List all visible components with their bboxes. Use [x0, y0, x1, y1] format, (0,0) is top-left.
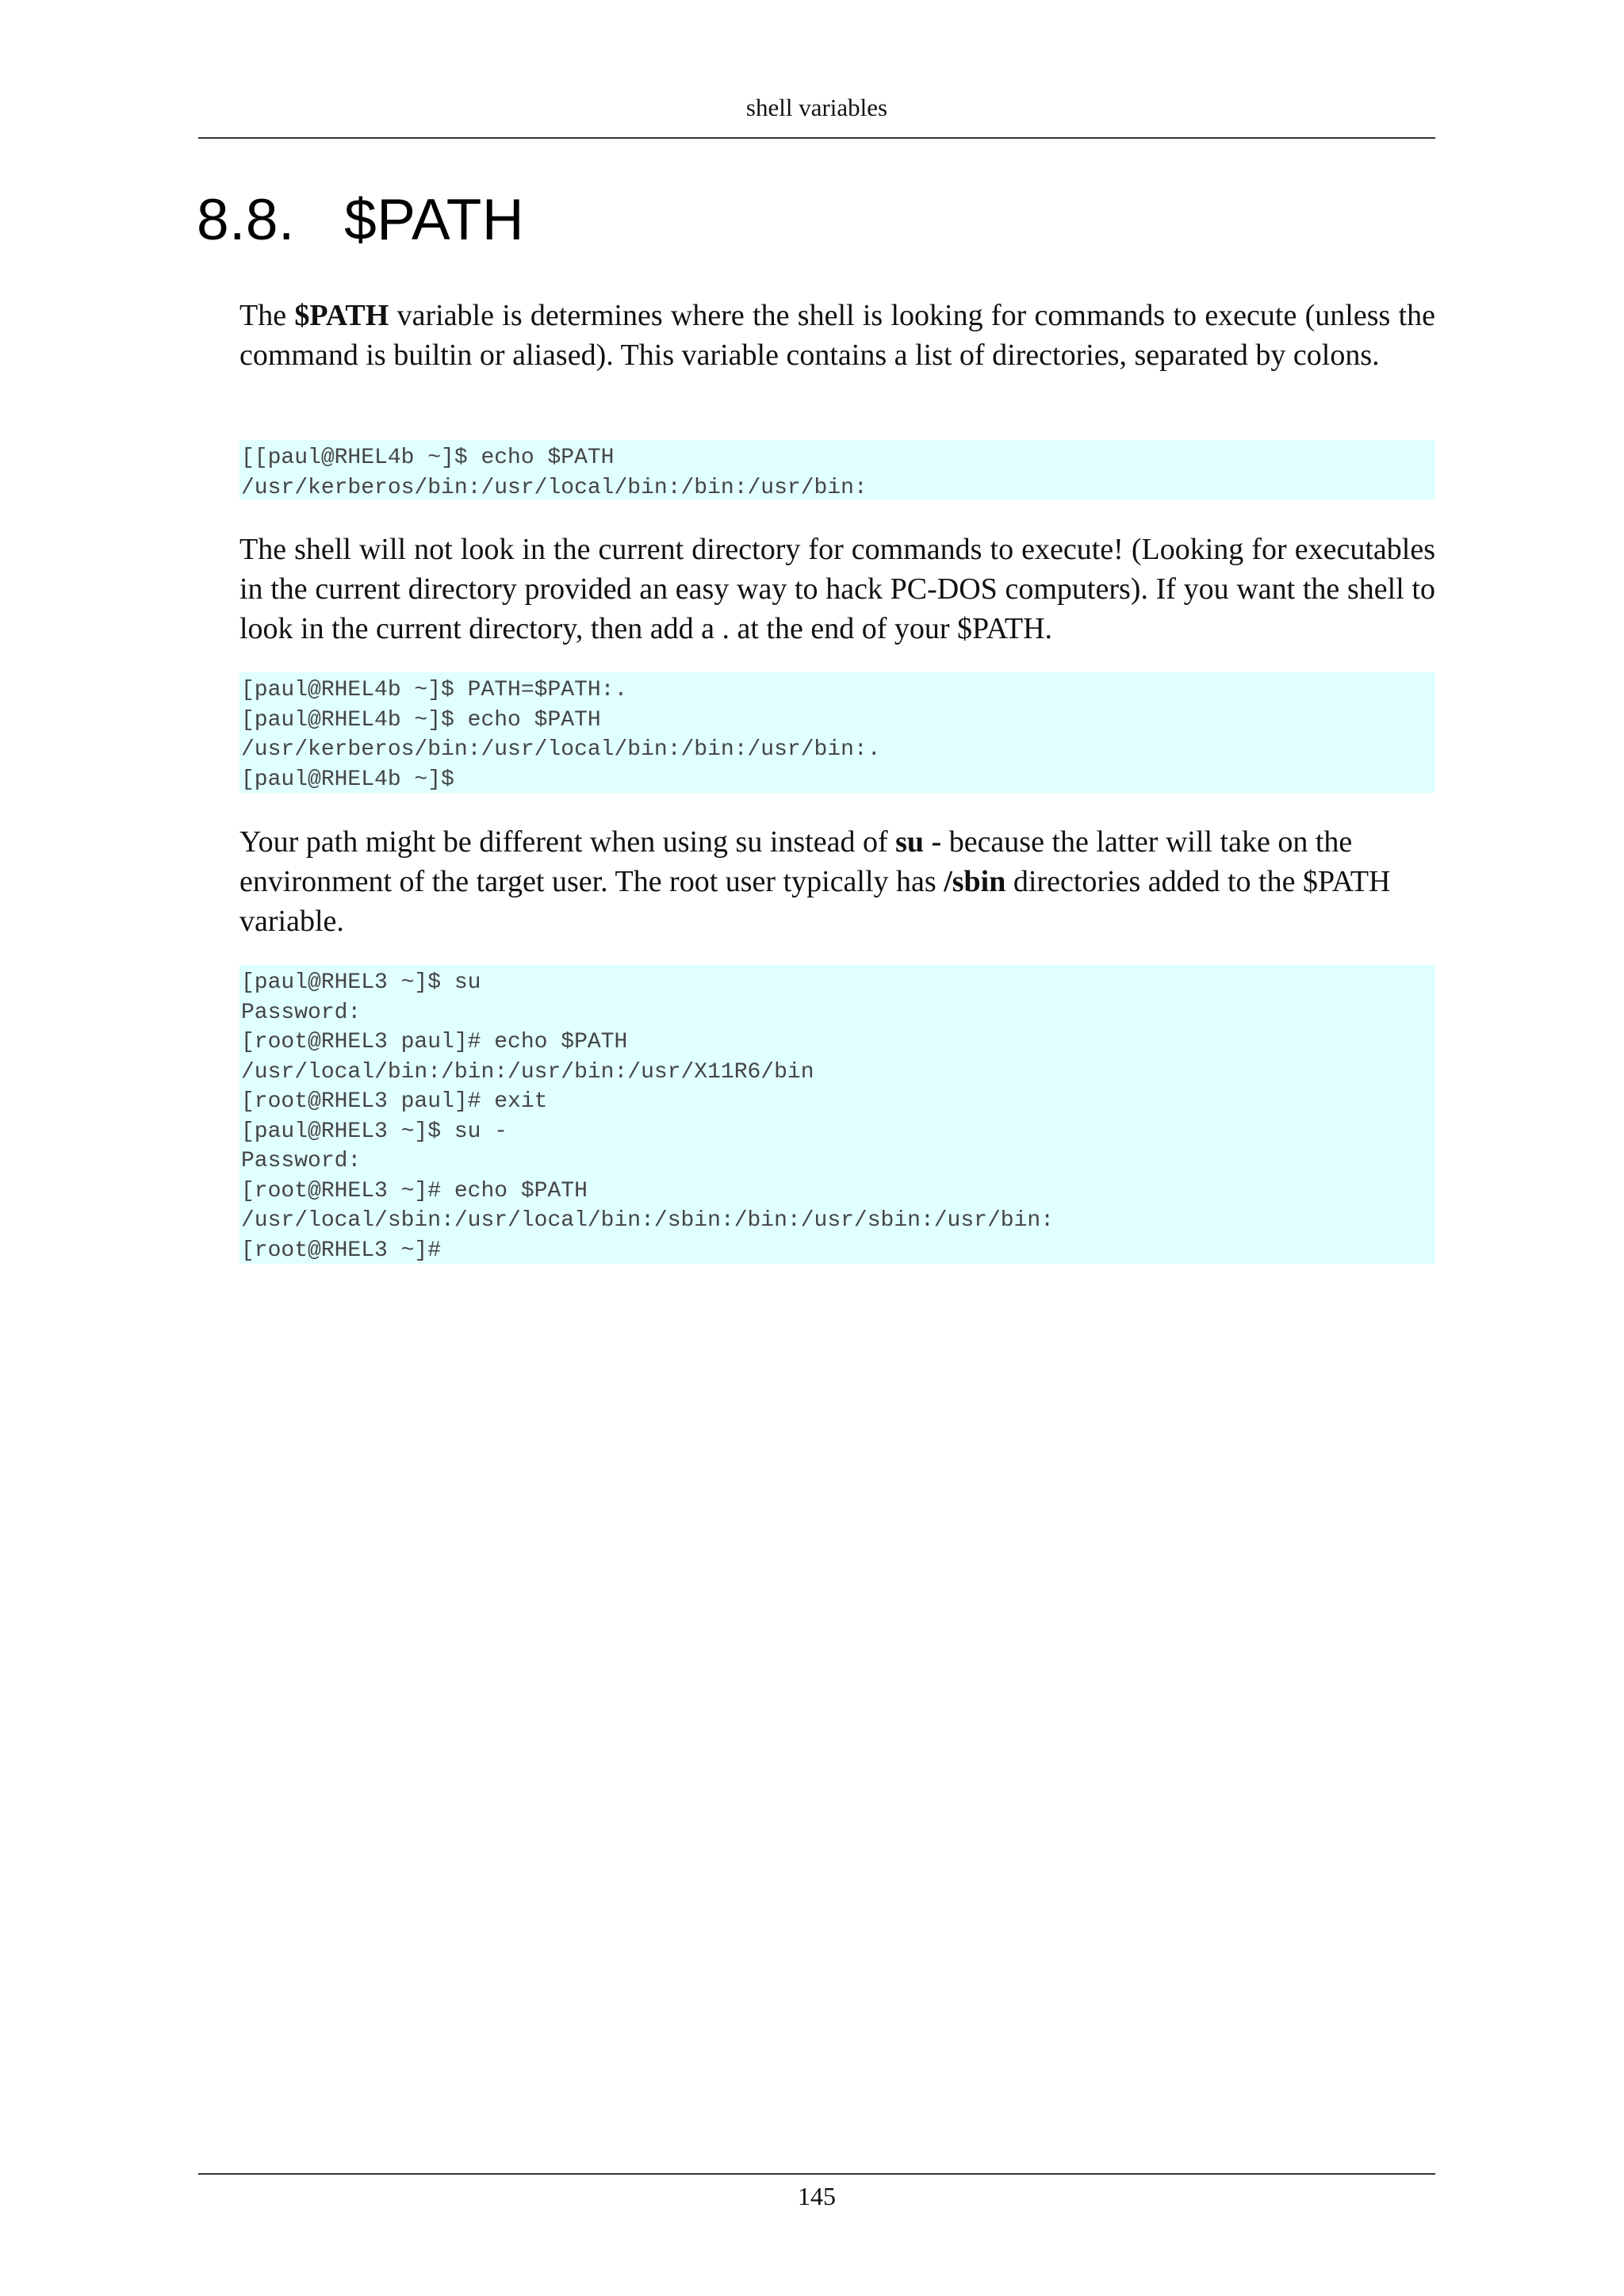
code-block-add-dot [239, 672, 1435, 793]
code-line: [root@RHEL3 ~]# [241, 1238, 442, 1263]
bold-term-path: $PATH [294, 299, 389, 332]
code-line: /usr/local/sbin:/usr/local/bin:/sbin:/bin:/usr/sbin:/usr/bin: [241, 1208, 1054, 1233]
code-line: [root@RHEL3 ~]# echo $PATH [241, 1178, 588, 1203]
paragraph-current-directory [239, 530, 1435, 649]
paragraph-su-environment [239, 822, 1435, 941]
code-line: [root@RHEL3 paul]# exit [241, 1089, 548, 1114]
code-line: Password: [241, 1149, 362, 1173]
paragraph-text: The shell will not look in the current directory for commands to execute! (Looking for executables in the current directory provided an easy way to hack PC-DOS computers). If you want the shell to look in the current directory, then add a . at the end of your $PATH. [239, 533, 1435, 645]
code-line: /usr/kerberos/bin:/usr/local/bin:/bin:/usr/bin:. [241, 737, 881, 762]
code-line: [paul@RHEL4b ~]$ PATH=$PATH:. [241, 678, 628, 702]
code-block-echo-path [239, 440, 1435, 500]
section-number: 8.8. [197, 188, 295, 252]
code-block-su-comparison [239, 965, 1435, 1264]
paragraph-text: The [239, 299, 295, 332]
footer-rule [198, 2173, 1435, 2175]
code-line: [root@RHEL3 paul]# echo $PATH [241, 1030, 628, 1054]
paragraph-text: variable is determines where the shell is looking for commands to execute (unless the command is builtin or aliased). This variable contains a list of directories, separated by colons. [239, 299, 1436, 372]
code-line: [paul@RHEL3 ~]$ su [241, 970, 481, 995]
bold-term-su-dash: su - [895, 825, 942, 859]
header-rule [198, 137, 1435, 139]
code-line: /usr/kerberos/bin:/usr/local/bin:/bin:/usr/bin: [241, 475, 868, 500]
code-line: [[paul@RHEL4b ~]$ echo $PATH [241, 446, 615, 470]
section-heading [197, 187, 524, 253]
bold-term-sbin: /sbin [944, 865, 1006, 898]
code-line: [paul@RHEL4b ~]$ [241, 767, 454, 792]
paragraph-text: because the latter will take on the environment of the target user. The root user typically has [239, 825, 1353, 898]
code-line: [paul@RHEL3 ~]$ su - [241, 1119, 508, 1144]
paragraph-text: Your path might be different when using su instead of [239, 825, 896, 859]
section-title: $PATH [344, 188, 525, 252]
code-line: [paul@RHEL4b ~]$ echo $PATH [241, 707, 601, 733]
code-line: Password: [241, 1000, 362, 1025]
paragraph-text: directories added to the $PATH variable. [239, 865, 1391, 938]
code-line: /usr/local/bin:/bin:/usr/bin:/usr/X11R6/bin [241, 1059, 814, 1085]
paragraph-path-intro [239, 296, 1435, 375]
running-header: shell variables [745, 94, 888, 121]
page-number: 145 [798, 2182, 836, 2210]
